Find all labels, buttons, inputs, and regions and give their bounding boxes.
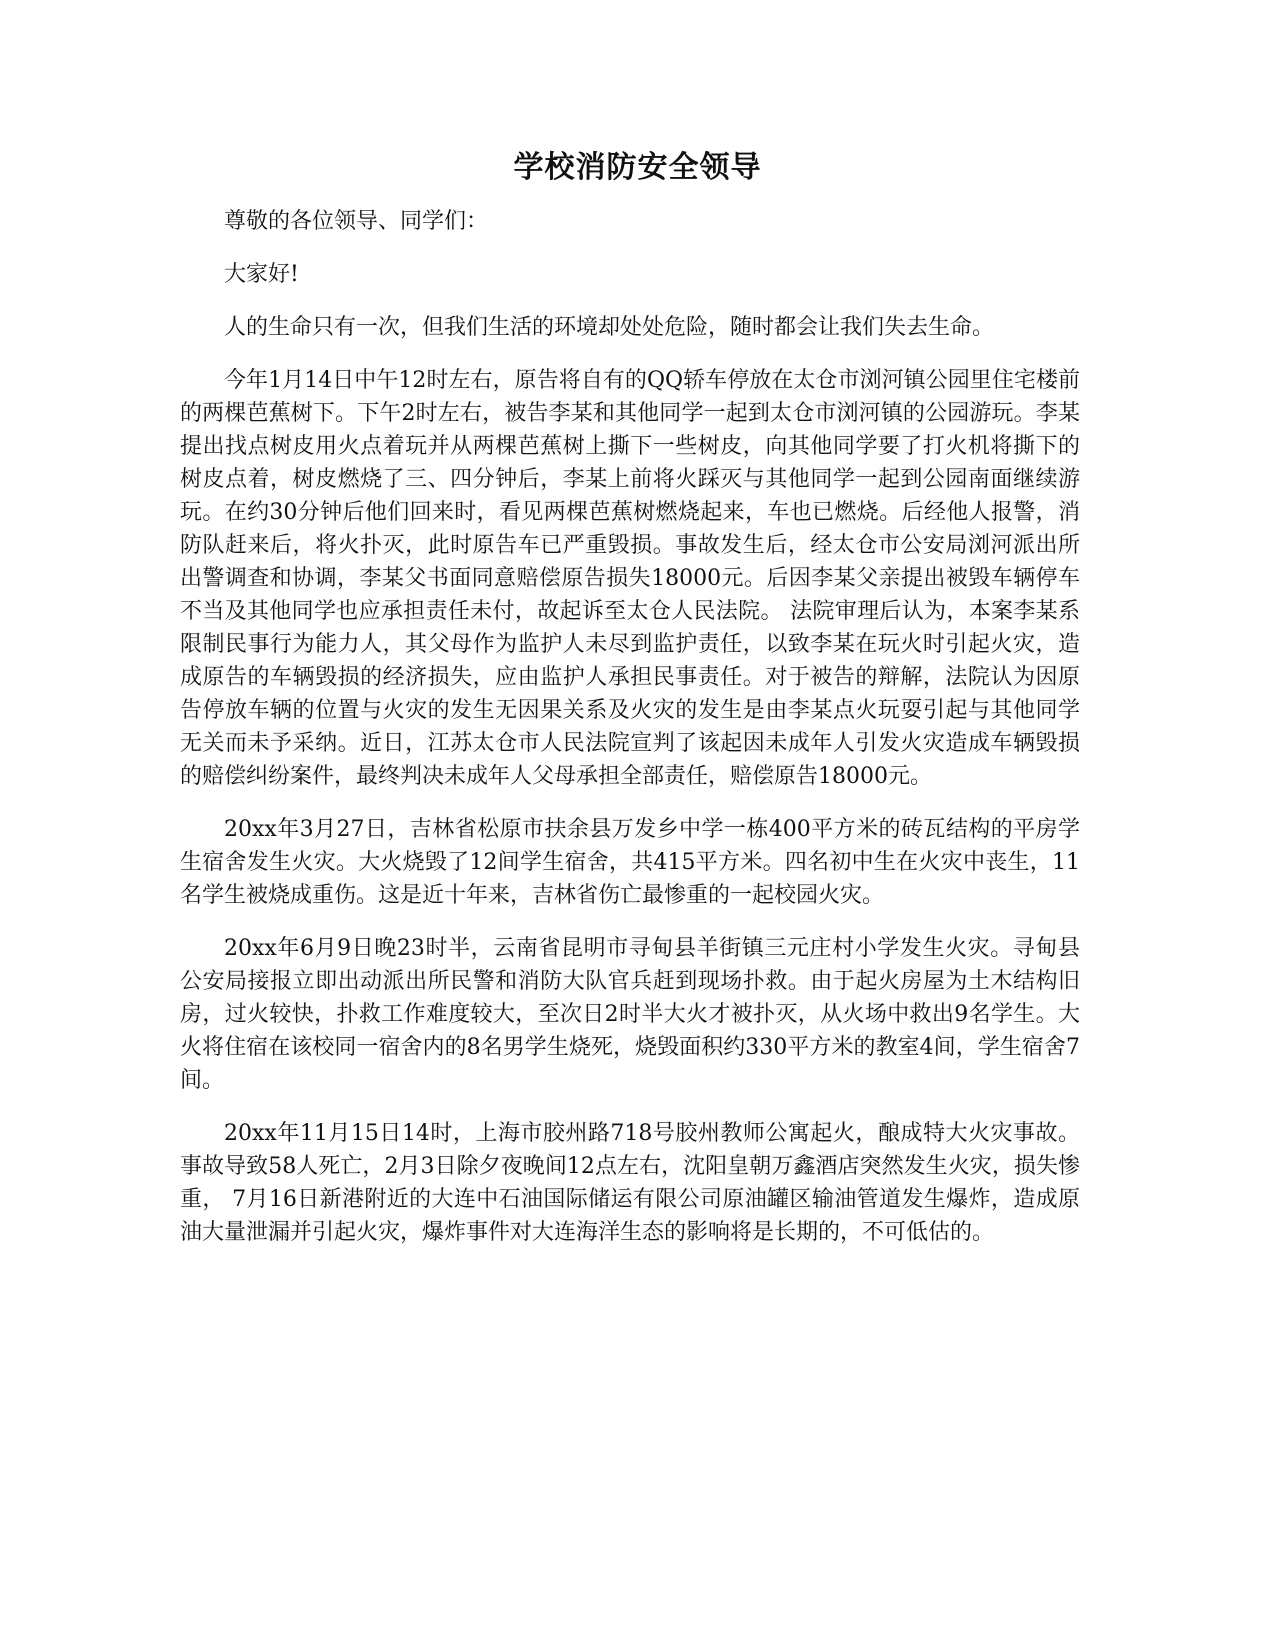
paragraph-salutation: 尊敬的各位领导、同学们： [224,209,489,234]
paragraph-case-taicang: 今年1月14日中午12时左右，原告将自有的QQ轿车停放在太仓市浏河镇公园里住宅楼前的两棵芭蕉树下。下午2时左右，被告李某和其他同学一起到太仓市浏河镇的公园游玩。李某提出找点树皮用火点着玩并从两棵芭蕉树上撕下一些树皮，向其他同学要了打火机将撕下的树皮点着，树皮燃烧了三、四分钟后，李某上前将火踩灭与其他同学一起到公园南面继续游玩。在约30分钟后他们回来时，看见两棵芭蕉树燃烧起来，车也已燃烧。后经他人报警，消防队赶来后，将火扑灭，此时原告车已严重毁损。事故发生后，经太仓市公安局浏河派出所出警调查和协调，李某父书面同意赔偿原告损失18000元。后因李某父亲提出被毁车辆停车不当及其他同学也应承担责任未付，故起诉至太仓人民法院。 法院审理后认为，本案李某系限制民事行为能力人，其父母作为监护人未尽到监护责任，以致李某在玩火时引起火灾，造成原告的车辆毁损的经济损失，应由监护人承担民事责任。对于被告的辩解，法院认为因原告停放车辆的位置与火灾的发生无因果关系及火灾的发生是由李某点火玩耍引起与其他同学无关而未予采纳。近日，江苏太仓市人民法院宣判了该起因未成年人引发火灾造成车辆毁损的赔偿纠纷案件，最终判决未成年人父母承担全部责任，赔偿原告18000元。 [180,368,1080,789]
paragraph-greeting: 大家好! [224,262,299,287]
paragraph-case-shanghai: 20xx年11月15日14时，上海市胶州路718号胶州教师公寓起火，酿成特大火灾事故。事故导致58人死亡，2月3日除夕夜晚间12点左右，沈阳皇朝万鑫酒店突然发生火灾，损失惨重， 7月16日新港附近的大连中石油国际储运有限公司原油罐区输油管道发生爆炸，造成原油大量泄漏并引起火灾，爆炸事件对大连海洋生态的影响将是长期的，不可低估的。 [180,1121,1080,1245]
paragraph-case-jilin: 20xx年3月27日，吉林省松原市扶余县万发乡中学一栋400平方米的砖瓦结构的平房学生宿舍发生火灾。大火烧毁了12间学生宿舍，共415平方米。四名初中生在火灾中丧生，11名学生被烧成重伤。这是近十年来，吉林省伤亡最惨重的一起校园火灾。 [180,817,1080,908]
paragraph-case-yunnan: 20xx年6月9日晚23时半，云南省昆明市寻甸县羊街镇三元庄村小学发生火灾。寻甸县公安局接报立即出动派出所民警和消防大队官兵赶到现场扑救。由于起火房屋为土木结构旧房，过火较快，扑救工作难度较大，至次日2时半大火才被扑灭，从火场中救出9名学生。大火将住宿在该校同一宿舍内的8名男学生烧死，烧毁面积约330平方米的教室4间，学生宿舍7间。 [180,936,1080,1093]
document-title: 学校消防安全领导 [513,150,762,185]
document-body [180,205,1080,1269]
paragraph-intro: 人的生命只有一次，但我们生活的环境却处处危险，随时都会让我们失去生命。 [224,315,995,340]
